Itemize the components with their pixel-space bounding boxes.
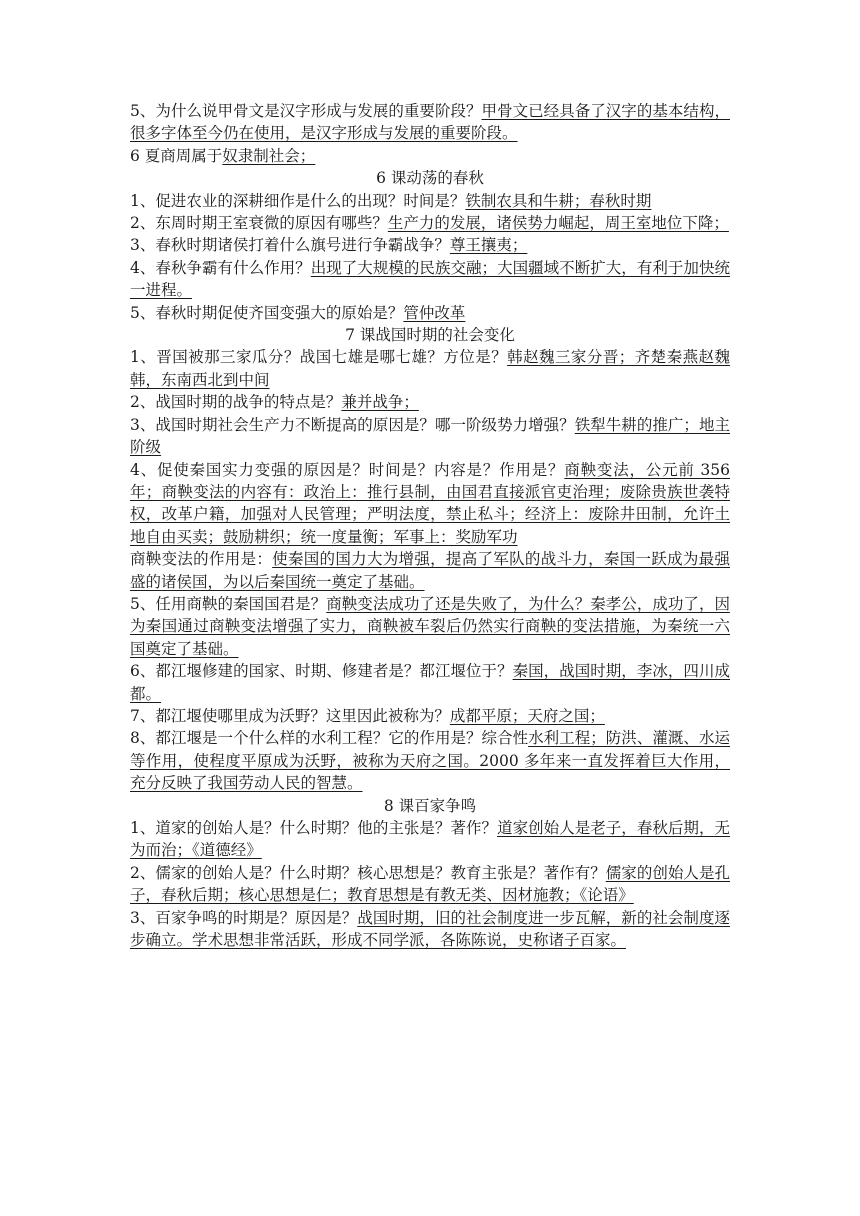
section-heading: 8 课百家争鸣 [383, 796, 477, 815]
question-text: 5、任用商鞅的秦国国君是？ [130, 594, 327, 613]
answer-text: 成都平原；天府之国； [449, 706, 605, 725]
question-text: 2、战国时期的战争的特点是？ [130, 393, 342, 412]
answer-text: 甲骨文已经具备了汉字的基本结构，很多字体至今仍在使用，是汉字形成与发展的重要阶段。 [130, 102, 730, 143]
answer-text: 秦国，战国时期，李冰，四川成都。 [130, 662, 730, 703]
answer-text: 生产力的发展，诸侯势力崛起，周王室地位下降； [387, 214, 729, 233]
question-paragraph [130, 660, 730, 705]
answer-text: 铁犁牛耕的推广；地主阶级 [130, 415, 730, 457]
question-paragraph [130, 548, 730, 593]
question-text: 4、促使秦国实力变强的原因是？时间是？内容是？作用是？ [130, 460, 565, 479]
answer-text: 韩赵魏三家分晋；齐楚秦燕赵魏韩，东南西北到中间 [130, 348, 730, 389]
question-text: 6 夏商周属于 [130, 146, 223, 165]
answer-text: 商鞅变法，公元前 356 年；商鞅变法的内容有：政治上：推行县制，由国君直接派官吏治理；废除贵族世袭特权，改革户籍，加强对人民管理；严明法度，禁止私斗；经济上：废除井田制，允许土地自由买卖；鼓励耕织；统一度量衡；军事上：奖励军功 [130, 460, 730, 546]
question-paragraph [130, 212, 730, 234]
question-paragraph [130, 817, 730, 862]
question-paragraph [130, 346, 730, 391]
question-paragraph [130, 862, 730, 907]
question-paragraph [130, 727, 730, 794]
question-text: 3、春秋时期诸侯打着什么旗号进行争霸战争？ [130, 236, 450, 255]
question-text: 1、晋国被那三家瓜分？战国七雄是哪七雄？方位是？ [130, 348, 508, 367]
question-text: 5、春秋时期促使齐国变强大的原始是？ [130, 303, 404, 322]
question-text: 2、儒家的创始人是？什么时期？核心思想是？教育主张是？著作有？ [130, 863, 606, 882]
answer-text: 出现了大规模的民族交融；大国疆域不断扩大，有利于加快统一进程。 [130, 258, 730, 300]
question-paragraph [130, 100, 730, 145]
question-text: 1、道家的创始人是？什么时期？他的主张是？著作？ [130, 819, 498, 837]
question-paragraph [130, 302, 730, 324]
question-text: 3、百家争鸣的时期是？原因是？ [130, 908, 358, 927]
question-paragraph [130, 190, 730, 212]
answer-text: 兼并战争； [341, 393, 419, 412]
answer-text: 儒家的创始人是孔子，春秋后期；核心思想是仁；教育思想是有教无类、因材施教；《论语》 [130, 863, 730, 905]
question-paragraph [130, 145, 730, 167]
answer-text: 铁制农具和牛耕；春秋时期 [465, 191, 652, 210]
question-paragraph [130, 234, 730, 256]
question-text: 2、东周时期王室衰微的原因有哪些？ [130, 214, 388, 233]
question-text: 7、都江堰使哪里成为沃野？这里因此被称为？ [130, 706, 450, 725]
answer-text: 管仲改革 [403, 303, 466, 322]
question-paragraph [130, 257, 730, 302]
question-text: 4、春秋争霸有什么作用？ [130, 258, 311, 277]
question-text: 8、都江堰是一个什么样的水利工程？它的作用是？综合性 [130, 729, 529, 748]
answer-text: 奴隶制社会； [222, 146, 316, 165]
answer-text: 尊王攘夷； [449, 236, 528, 255]
question-text: 商鞅变法的作用是： [130, 550, 273, 569]
answer-text: 水利工程；防洪、灌溉、水运等作用，使程度平原成为沃野，被称为天府之国。2000 多年来一直发挥着巨大作用，充分反映了我国劳动人民的智慧。 [130, 729, 730, 793]
question-text: 3、战国时期社会生产力不断提高的原因是？哪一阶级势力增强？ [130, 415, 575, 434]
question-paragraph [130, 391, 730, 413]
answer-text: 商鞅变法成功了还是失败了，为什么？秦孝公，成功了，因为秦国通过商鞅变法增强了实力，商鞅被车裂后仍然实行商鞅的变法措施，为秦统一六国奠定了基础。 [130, 594, 730, 658]
section-heading: 7 课战国时期的社会变化 [345, 326, 515, 345]
section-heading: 6 课动荡的春秋 [376, 169, 484, 188]
document-body [130, 100, 730, 951]
question-paragraph [130, 705, 730, 727]
question-paragraph [130, 459, 730, 549]
question-paragraph [130, 907, 730, 952]
question-paragraph [130, 414, 730, 459]
question-text: 1、促进农业的深耕细作是什么的出现？时间是？ [130, 191, 466, 210]
answer-text: 战国时期，旧的社会制度进一步瓦解，新的社会制度逐步确立。学术思想非常活跃，形成不同学派，各陈陈说，史称诸子百家。 [130, 908, 730, 950]
answer-text: 使秦国的国力大为增强，提高了军队的战斗力，秦国一跃成为最强盛的诸侯国，为以后秦国统一奠定了基础。 [130, 550, 730, 591]
question-text: 5、为什么说甲骨文是汉字形成与发展的重要阶段？ [130, 102, 482, 120]
answer-text: 道家创始人是老子，春秋后期，无为而治；《道德经》 [130, 819, 730, 860]
question-text: 6、都江堰修建的国家、时期、修建者是？都江堰位于？ [130, 662, 513, 681]
question-paragraph [130, 593, 730, 660]
